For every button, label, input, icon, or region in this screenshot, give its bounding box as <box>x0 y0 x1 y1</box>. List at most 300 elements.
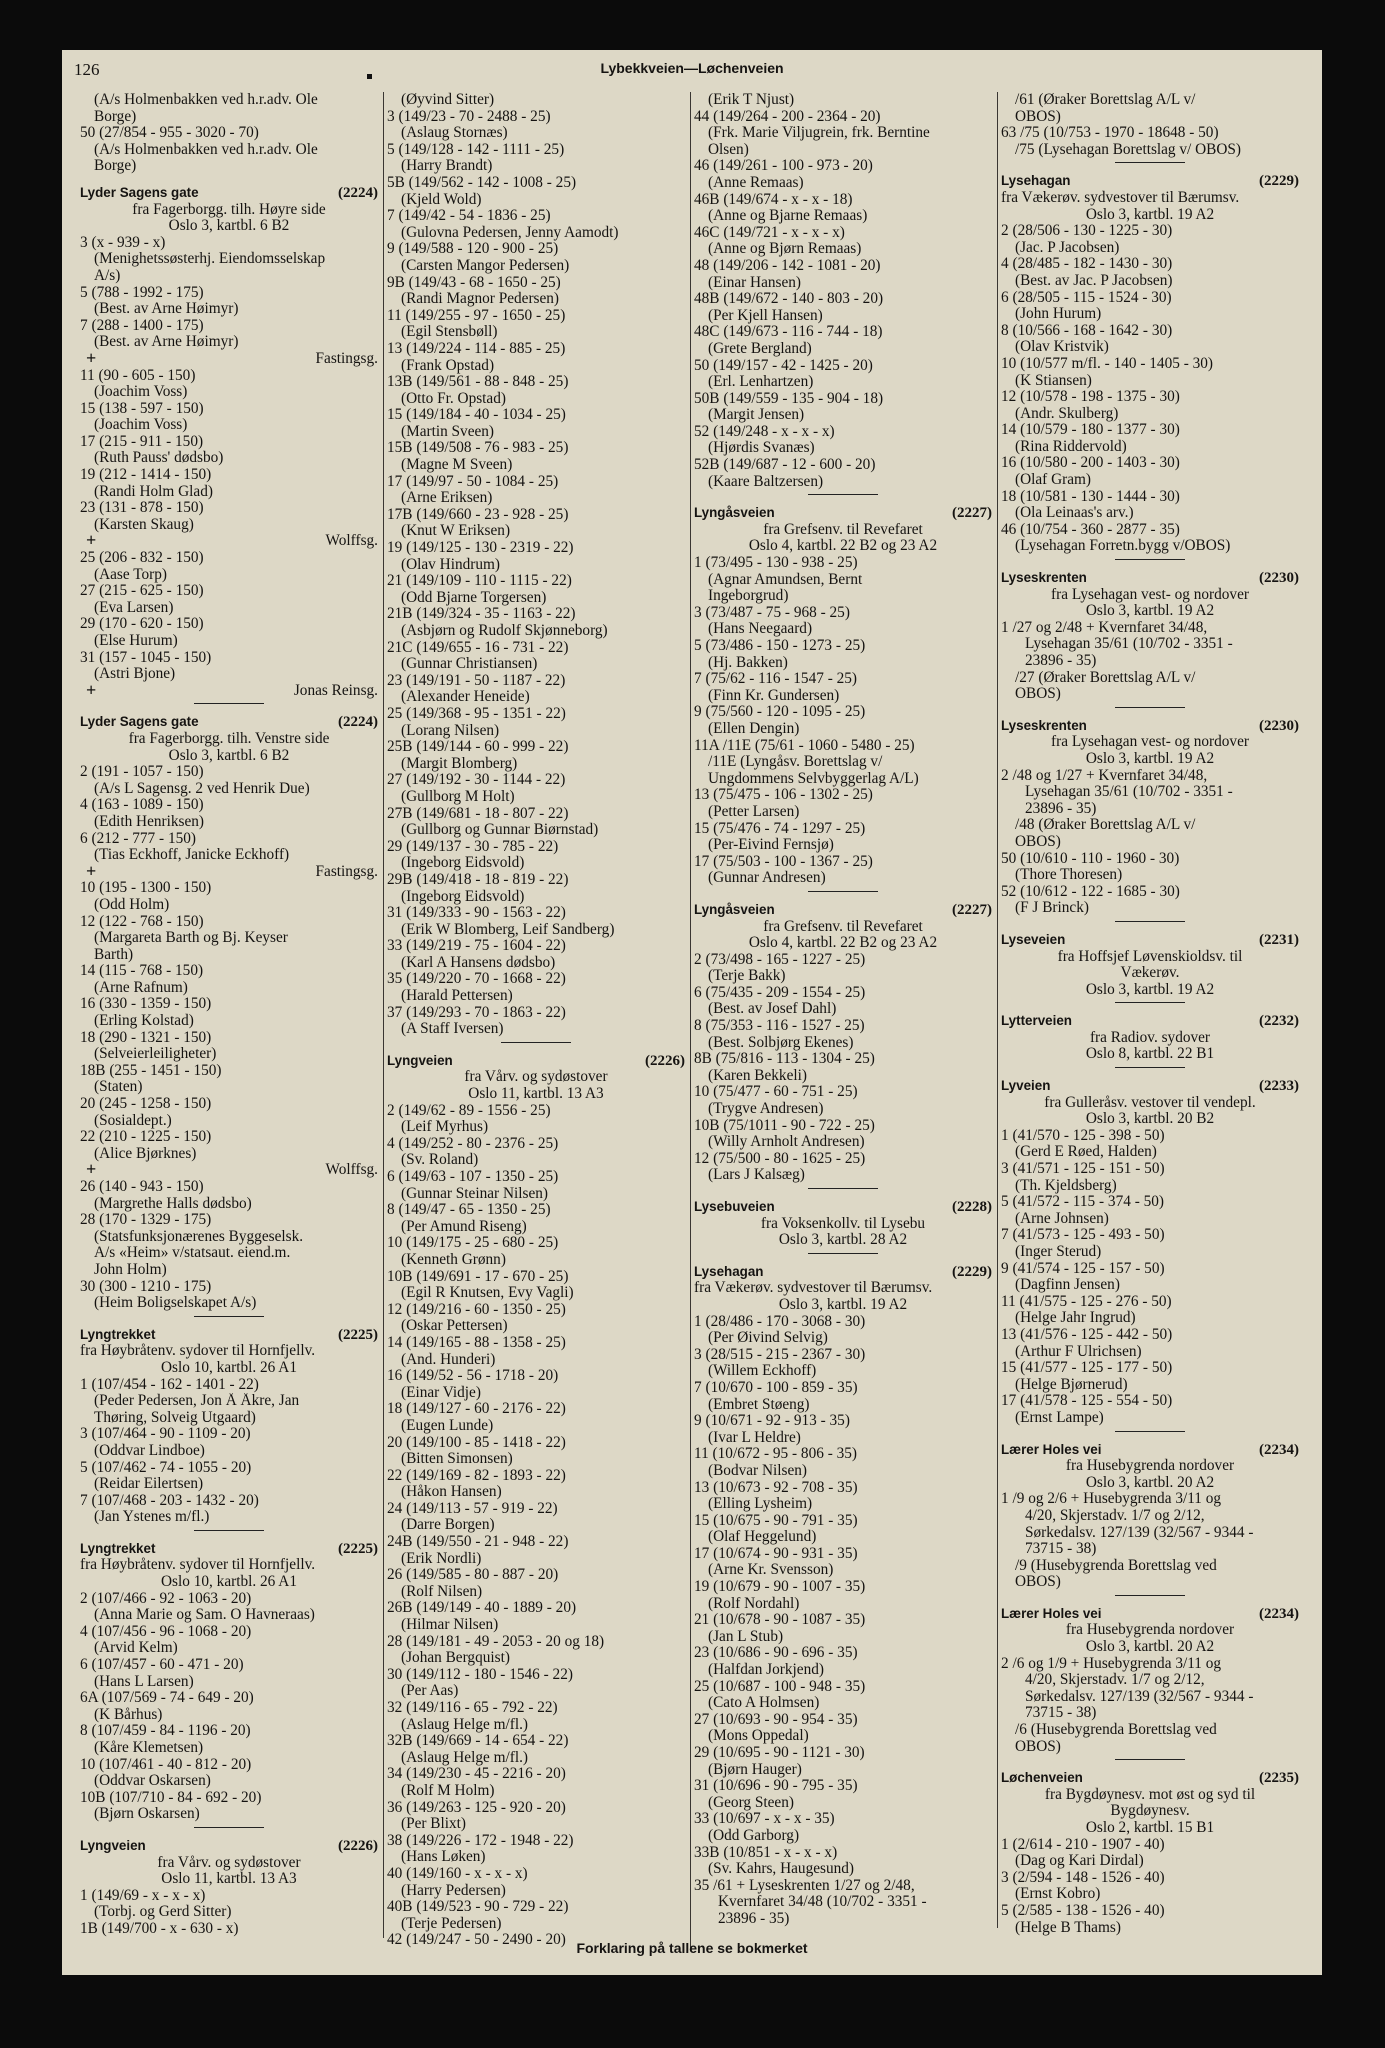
entry-line: (Mons Oppedal) <box>708 1728 809 1745</box>
entry-line: 10B (75/1011 - 90 - 722 - 25) <box>694 1117 875 1134</box>
entry-line: 11 (41/575 - 125 - 276 - 50) <box>1001 1293 1172 1310</box>
entry-line: 21B (149/324 - 35 - 1163 - 22) <box>387 606 576 623</box>
entry-line: 9 (75/560 - 120 - 1095 - 25) <box>694 704 866 721</box>
entry-line: (A Staff Iversen) <box>401 1021 504 1038</box>
entry-line: A/s «Heim» v/statsaut. eiend.m. <box>94 1245 291 1262</box>
entry-line: Oslo 3, kartbl. 20 A2 <box>1085 1639 1215 1656</box>
entry-line: 29 (170 - 620 - 150) <box>80 616 204 633</box>
entry-line: fra Høybråtenv. sydover til Hornfjellv. <box>80 1557 316 1574</box>
entry-line: 14 (115 - 768 - 150) <box>80 963 204 980</box>
crossing-street-name: Wolffsg. <box>325 1161 378 1179</box>
entry-line: (Karsten Skaug) <box>94 516 194 533</box>
entry-line: 40B (149/523 - 90 - 729 - 22) <box>387 1899 569 1916</box>
street-code: (2224) <box>338 714 378 731</box>
column-divider <box>997 92 998 1928</box>
entry-line: 24 (149/113 - 57 - 919 - 22) <box>387 1500 558 1517</box>
entry-line: 14 (149/165 - 88 - 1358 - 25) <box>387 1334 566 1351</box>
entry-line: (Leif Myrhus) <box>401 1119 489 1136</box>
entry-line: (Olav Kristvik) <box>1015 339 1109 356</box>
entry-line: (Agnar Amundsen, Bernt <box>708 571 863 588</box>
entry-line: (Per Kjell Hansen) <box>708 307 823 324</box>
entry-line: 29B (149/418 - 18 - 819 - 22) <box>387 871 569 888</box>
entry-line: 17 (149/97 - 50 - 1084 - 25) <box>387 473 559 490</box>
entry-line: (Sv. Roland) <box>401 1152 479 1169</box>
entry-line: Oslo 11, kartbl. 13 A3 <box>161 1871 297 1888</box>
street-heading <box>1001 1770 1299 1787</box>
entry-line: 30 (149/112 - 180 - 1546 - 22) <box>387 1666 573 1683</box>
entry-line: 15 (41/577 - 125 - 177 - 50) <box>1001 1360 1173 1377</box>
entry-line: (Margit Blomberg) <box>401 755 518 772</box>
crossing-mark: + <box>86 347 97 368</box>
entry-line: Oslo 4, kartbl. 22 B2 og 23 A2 <box>748 538 938 555</box>
entry-line: 27 (10/693 - 90 - 954 - 35) <box>694 1711 858 1728</box>
entry-line: (Gullborg M Holt) <box>401 788 515 805</box>
entry-line: Oslo 3, kartbl. 20 A2 <box>1085 1474 1215 1491</box>
entry-line: (Georg Steen) <box>708 1794 794 1811</box>
entry-line: 16 (330 - 1359 - 150) <box>80 996 212 1013</box>
entry-line: A/s) <box>94 267 121 284</box>
entry-line: (A/s Holmenbakken ved h.r.adv. Ole <box>94 92 318 108</box>
entry-line: (Torbj. og Gerd Sitter) <box>94 1904 232 1921</box>
entry-line: (Gerd E Røed, Halden) <box>1015 1144 1157 1161</box>
entry-line: (Ernst Kobro) <box>1015 1886 1101 1903</box>
entry-line: (Best. av Jac. P Jacobsen) <box>1015 272 1173 289</box>
crossing-street-name: Fastingsg. <box>315 349 378 367</box>
entry-line: 4 (163 - 1089 - 150) <box>80 797 204 814</box>
entry-line: (Hj. Bakken) <box>708 654 788 671</box>
street-code: (2229) <box>1259 173 1299 190</box>
entry-line: OBOS) <box>1015 108 1061 125</box>
entry-line: fra Grefsenv. til Revefaret <box>763 521 923 538</box>
crossing-street <box>80 860 378 881</box>
street-name: Lysehagan <box>694 1263 764 1279</box>
entry-line: (Aslaug Helge m/fl.) <box>401 1749 529 1766</box>
entry-line: 5 (2/585 - 138 - 1526 - 40) <box>1001 1902 1165 1919</box>
entry-line: 10 (149/175 - 25 - 680 - 25) <box>387 1235 559 1252</box>
entry-line: 11 (149/255 - 97 - 1650 - 25) <box>387 307 566 324</box>
entry-line: 9 (10/671 - 92 - 913 - 35) <box>694 1413 850 1430</box>
entry-line: 3 (73/487 - 75 - 968 - 25) <box>694 604 850 621</box>
entry-line: (Astri Bjone) <box>94 666 176 683</box>
entry-line: (Bodvar Nilsen) <box>708 1462 807 1479</box>
entry-line: (Willy Arnholt Andresen) <box>708 1134 865 1151</box>
entry-line: (Anne og Bjørn Remaas) <box>708 241 862 258</box>
entry-line: 5 (788 - 1992 - 175) <box>80 284 204 301</box>
entry-line: 29 (149/137 - 30 - 785 - 22) <box>387 838 559 855</box>
entry-line: (Reidar Eilertsen) <box>94 1476 204 1493</box>
street-heading <box>694 1199 992 1216</box>
entry-line: (Erling Kolstad) <box>94 1013 194 1030</box>
entry-line: 31 (157 - 1045 - 150) <box>80 649 212 666</box>
street-heading <box>80 1541 378 1558</box>
entry-line: (Frk. Marie Viljugrein, frk. Berntine <box>708 125 930 142</box>
entry-line: (Aslaug Helge m/fl.) <box>401 1716 529 1733</box>
entry-line: Oslo 2, kartbl. 15 B1 <box>1085 1820 1215 1836</box>
entry-line: (Frank Opstad) <box>401 357 495 374</box>
entry-line: fra Høybråtenv. sydover til Hornfjellv. <box>80 1343 316 1360</box>
entry-line: (Jan Ystenes m/fl.) <box>94 1509 210 1526</box>
entry-line: 27 (215 - 625 - 150) <box>80 583 204 600</box>
street-code: (2234) <box>1259 1441 1299 1458</box>
entry-line: (Margareta Barth og Bj. Keyser <box>94 930 288 947</box>
entry-line: 23896 - 35) <box>718 1910 790 1927</box>
entry-line: 16 (10/580 - 200 - 1403 - 30) <box>1001 455 1180 472</box>
entry-line: (Elling Lysheim) <box>708 1496 813 1513</box>
entry-line: 6 (28/505 - 115 - 1524 - 30) <box>1001 289 1172 306</box>
entry-line: 12 (149/216 - 60 - 1350 - 25) <box>387 1301 566 1318</box>
entry-line: 50 (149/157 - 42 - 1425 - 20) <box>694 357 873 374</box>
entry-line: (Eugen Lunde) <box>401 1417 494 1434</box>
entry-line: Lysehagan 35/61 (10/702 - 3351 - <box>1025 784 1233 801</box>
crossing-street-name: Wolffsg. <box>325 532 378 550</box>
entry-line: 1 (28/486 - 170 - 3068 - 30) <box>694 1313 866 1330</box>
entry-line: Oslo 11, kartbl. 13 A3 <box>468 1086 604 1103</box>
entry-line: 6 (75/435 - 209 - 1554 - 25) <box>694 984 866 1001</box>
entry-line: 26 (149/585 - 80 - 887 - 20) <box>387 1567 559 1584</box>
entry-line: (Ivar L Heldre) <box>708 1429 801 1446</box>
entry-line: /48 (Øraker Borettslag A/L v/ <box>1015 817 1196 834</box>
entry-line: (Einar Hansen) <box>708 274 802 291</box>
entry-line: (Aslaug Stornæs) <box>401 125 508 142</box>
crossing-mark: + <box>86 860 97 881</box>
column-3 <box>694 92 992 1928</box>
entry-line: 1 (73/495 - 130 - 938 - 25) <box>694 555 858 572</box>
entry-line: (Magne M Sveen) <box>401 457 513 474</box>
entry-line: /9 (Husebygrenda Borettslag ved <box>1015 1557 1217 1574</box>
street-code: (2226) <box>338 1837 378 1854</box>
entry-line: (Finn Kr. Gundersen) <box>708 687 840 704</box>
entry-line: 35 (149/220 - 70 - 1668 - 22) <box>387 971 566 988</box>
entry-line: fra Bygdøynesv. mot øst og syd til <box>1044 1786 1256 1803</box>
entry-line: 12 (122 - 768 - 150) <box>80 913 204 930</box>
entry-line: (A/s L Sagensg. 2 ved Henrik Due) <box>94 780 310 797</box>
entry-line: (Arvid Kelm) <box>94 1640 178 1657</box>
crossing-street-name: Jonas Reinsg. <box>293 681 378 699</box>
entry-line: (Odd Garborg) <box>708 1827 800 1844</box>
entry-line: 37 (149/293 - 70 - 1863 - 22) <box>387 1004 566 1021</box>
entry-line: 46C (149/721 - x - x - x) <box>694 224 845 241</box>
entry-line: (Joachim Voss) <box>94 384 188 401</box>
entry-line: (Joachim Voss) <box>94 417 188 434</box>
street-code: (2224) <box>338 184 378 201</box>
entry-line: 73715 - 38) <box>1025 1705 1097 1722</box>
entry-line: 1 (2/614 - 210 - 1907 - 40) <box>1001 1836 1165 1853</box>
entry-line: (Olav Hindrum) <box>401 556 500 573</box>
entry-line: 8 (10/566 - 168 - 1642 - 30) <box>1001 322 1173 339</box>
entry-line: (Erik W Blomberg, Leif Sandberg) <box>401 921 615 938</box>
entry-line: 25 (149/368 - 95 - 1351 - 22) <box>387 705 566 722</box>
column-divider <box>383 92 384 1938</box>
entry-line: (Per Blixt) <box>401 1816 467 1833</box>
street-name: Lyseskrenten <box>1001 570 1087 586</box>
section-rule <box>1115 1002 1185 1003</box>
entry-line: fra Fagerborgg. tilh. Høyre side <box>132 201 326 218</box>
entry-line: 26 (140 - 943 - 150) <box>80 1179 204 1195</box>
entry-line: (Kaare Baltzersen) <box>708 473 824 490</box>
entry-line: 7 (75/62 - 116 - 1547 - 25) <box>694 671 857 688</box>
street-name: Lyngåsveien <box>694 505 775 521</box>
section-rule <box>194 1316 264 1317</box>
entry-line: Oslo 3, kartbl. 6 B2 <box>168 218 290 235</box>
entry-line: (Martin Sveen) <box>401 423 495 440</box>
entry-line: Vækerøv. <box>1120 965 1180 982</box>
entry-line: (Edith Henriksen) <box>94 813 205 830</box>
entry-line: (And. Hunderi) <box>401 1351 496 1368</box>
entry-line: Kvernfaret 34/48 (10/702 - 3351 - <box>718 1894 927 1911</box>
entry-line: 22 (210 - 1225 - 150) <box>80 1129 212 1146</box>
entry-line: 46B (149/674 - x - x - 18) <box>694 191 853 208</box>
entry-line: 11 (90 - 605 - 150) <box>80 367 196 384</box>
entry-line: Barth) <box>94 946 134 963</box>
entry-line: (Per-Eivind Fernsjø) <box>708 837 834 854</box>
entry-line: 10 (195 - 1300 - 150) <box>80 880 212 897</box>
entry-line: (Lorang Nilsen) <box>401 722 500 739</box>
entry-line: (Gullborg og Gunnar Biørnstad) <box>401 822 599 839</box>
entry-line: (Arne Eriksen) <box>401 490 493 507</box>
entry-line: 18B (255 - 1451 - 150) <box>80 1062 222 1079</box>
entry-line: 52B (149/687 - 12 - 600 - 20) <box>694 457 876 474</box>
entry-line: Oslo 3, kartbl. 19 A2 <box>1085 981 1215 998</box>
entry-line: (Bjørn Hauger) <box>708 1761 802 1778</box>
entry-line: 2 /6 og 1/9 + Husebygrenda 3/11 og <box>1001 1655 1222 1672</box>
entry-line: 21C (149/655 - 16 - 731 - 22) <box>387 639 569 656</box>
entry-line: 8 (107/459 - 84 - 1196 - 20) <box>80 1723 251 1740</box>
entry-line: fra Vårv. og sydøstover <box>157 1854 301 1871</box>
entry-line: (Lars J Kalsæg) <box>708 1167 805 1184</box>
entry-line: 7 (107/468 - 203 - 1432 - 20) <box>80 1492 259 1509</box>
entry-line: /75 (Lysehagan Borettslag v/ OBOS) <box>1015 141 1242 158</box>
entry-line: 12 (10/578 - 198 - 1375 - 30) <box>1001 389 1180 406</box>
entry-line: 5 (73/486 - 150 - 1273 - 25) <box>694 638 866 654</box>
entry-line: 13 (41/576 - 125 - 442 - 50) <box>1001 1326 1173 1343</box>
entry-line: (Ingeborg Eidsvold) <box>401 855 525 872</box>
entry-line: (Odd Holm) <box>94 896 170 913</box>
column-2 <box>387 92 685 1949</box>
entry-line: (Staten) <box>94 1079 143 1096</box>
entry-line: 9 (41/574 - 125 - 157 - 50) <box>1001 1260 1165 1277</box>
street-heading <box>1001 1442 1299 1459</box>
entry-line: (Trygve Andresen) <box>708 1101 824 1118</box>
entry-line: (Willem Eckhoff) <box>708 1363 817 1380</box>
section-rule <box>808 1253 878 1254</box>
entry-line: 1 (41/570 - 125 - 398 - 50) <box>1001 1127 1165 1144</box>
entry-line: 3 (x - 939 - x) <box>80 234 166 251</box>
entry-line: (Kjeld Wold) <box>401 191 482 208</box>
entry-line: 44 (149/264 - 200 - 2364 - 20) <box>694 108 881 125</box>
entry-line: Thøring, Solveig Utgaard) <box>94 1409 256 1426</box>
entry-line: 3 (28/515 - 215 - 2367 - 30) <box>694 1346 866 1363</box>
street-name: Lyseveien <box>1001 931 1066 947</box>
street-heading <box>80 714 378 731</box>
entry-line: 15B (149/508 - 76 - 983 - 25) <box>387 440 569 457</box>
entry-line: (Dagfinn Jensen) <box>1015 1277 1120 1294</box>
street-code: (2229) <box>952 1263 992 1280</box>
entry-line: (Håkon Hansen) <box>401 1484 502 1501</box>
entry-line: 10B (149/691 - 17 - 670 - 25) <box>387 1268 569 1285</box>
entry-line: Oslo 3, kartbl. 19 A2 <box>778 1296 908 1313</box>
street-code: (2227) <box>952 505 992 522</box>
entry-line: Oslo 8, kartbl. 22 B1 <box>1085 1046 1215 1063</box>
entry-line: 13 (149/224 - 114 - 885 - 25) <box>387 340 566 357</box>
street-heading <box>1001 932 1299 949</box>
entry-line: Ingeborgrud) <box>708 588 789 605</box>
entry-line: 21 (149/109 - 110 - 1115 - 22) <box>387 573 572 590</box>
street-name: Lysehagan <box>1001 173 1071 189</box>
entry-line: John Holm) <box>94 1261 167 1278</box>
entry-line: (Best. Solbjørg Ekenes) <box>708 1034 854 1051</box>
street-heading <box>694 505 992 522</box>
entry-line: 17 (75/503 - 100 - 1367 - 25) <box>694 853 873 870</box>
entry-line: (Jan L Stub) <box>708 1628 784 1645</box>
entry-line: 22 (149/169 - 82 - 1893 - 22) <box>387 1467 566 1484</box>
entry-line: Oslo 3, kartbl. 19 A2 <box>1085 206 1215 223</box>
entry-line: 31 (10/696 - 90 - 795 - 35) <box>694 1778 858 1795</box>
entry-line: 11 (10/672 - 95 - 806 - 35) <box>694 1446 857 1463</box>
entry-line: 3 (107/464 - 90 - 1109 - 20) <box>80 1426 251 1443</box>
section-rule <box>808 494 878 495</box>
entry-line: 50B (149/559 - 135 - 904 - 18) <box>694 390 884 407</box>
entry-line: Borge) <box>94 108 137 125</box>
crossing-street <box>80 1159 378 1180</box>
entry-line: 24B (149/550 - 21 - 948 - 22) <box>387 1534 569 1551</box>
street-heading <box>1001 1013 1299 1030</box>
entry-line: (Egil Stensbøll) <box>401 324 498 341</box>
entry-line: 27B (149/681 - 18 - 807 - 22) <box>387 805 569 822</box>
entry-line: (Ernst Lampe) <box>1015 1409 1104 1426</box>
entry-line: (Best. av Arne Høimyr) <box>94 334 239 351</box>
entry-line: 38 (149/226 - 172 - 1948 - 22) <box>387 1832 574 1849</box>
entry-line: 18 (10/581 - 130 - 1444 - 30) <box>1001 488 1180 505</box>
entry-line: (Anna Marie og Sam. O Havneraas) <box>94 1607 315 1624</box>
street-code: (2230) <box>1259 717 1299 734</box>
section-rule <box>1115 921 1185 922</box>
entry-line: (Arne Kr. Svensson) <box>708 1562 834 1579</box>
entry-line: (John Hurum) <box>1015 306 1102 323</box>
entry-line: (Øyvind Sitter) <box>401 92 495 108</box>
street-code: (2225) <box>338 1540 378 1557</box>
entry-line: (Dag og Kari Dirdal) <box>1015 1853 1144 1870</box>
entry-line: Oslo 3, kartbl. 28 A2 <box>778 1232 908 1249</box>
street-name: Lyngveien <box>80 1837 146 1853</box>
entry-line: 6 (149/63 - 107 - 1350 - 25) <box>387 1169 559 1185</box>
entry-line: (Arne Johnsen) <box>1015 1210 1109 1227</box>
entry-line: /27 (Øraker Borettslag A/L v/ <box>1015 669 1196 686</box>
entry-line: OBOS) <box>1015 1574 1061 1591</box>
entry-line: 7 (288 - 1400 - 175) <box>80 317 204 334</box>
entry-line: 25 (206 - 832 - 150) <box>80 550 204 567</box>
entry-line: fra Husebygrenda nordover <box>1065 1458 1235 1475</box>
entry-line: 50 (10/610 - 110 - 1960 - 30) <box>1001 850 1180 867</box>
entry-line: 1 (149/69 - x - x - x) <box>80 1887 206 1904</box>
entry-line: 28 (170 - 1329 - 175) <box>80 1212 212 1229</box>
street-name: Lyngtrekket <box>80 1540 156 1556</box>
entry-line: 4 (149/252 - 80 - 2376 - 25) <box>387 1135 559 1152</box>
entry-line: (Per Øivind Selvig) <box>708 1330 828 1347</box>
entry-line: 17 (10/674 - 90 - 931 - 35) <box>694 1545 858 1562</box>
entry-line: (Alexander Heneide) <box>401 689 530 706</box>
entry-line: (Sosialdept.) <box>94 1112 172 1129</box>
street-name: Lyngtrekket <box>80 1326 156 1342</box>
entry-line: 52 (10/612 - 122 - 1685 - 30) <box>1001 883 1180 900</box>
street-name: Lyseskrenten <box>1001 717 1087 733</box>
entry-line: /11E (Lyngåsv. Borettslag v/ <box>708 754 883 771</box>
entry-line: fra Gulleråsv. vestover til vendepl. <box>1044 1094 1256 1111</box>
entry-line: (Kenneth Grønn) <box>401 1251 506 1268</box>
entry-line: (Tias Eckhoff, Janicke Eckhoff) <box>94 847 290 864</box>
entry-line: (Helge Bjørnerud) <box>1015 1376 1128 1393</box>
entry-line: fra Vårv. og sydøstover <box>464 1069 608 1086</box>
entry-line: (Gulovna Pedersen, Jenny Aamodt) <box>401 224 619 241</box>
entry-line: (Darre Borgen) <box>401 1517 495 1534</box>
street-name: Lærer Holes vei <box>1001 1605 1102 1621</box>
entry-line: fra Grefsenv. til Revefaret <box>763 918 923 935</box>
running-header: Lybekkveien—Løchenveien <box>600 60 784 76</box>
entry-line: 19 (212 - 1414 - 150) <box>80 467 212 484</box>
entry-line: 3 (2/594 - 148 - 1526 - 40) <box>1001 1869 1165 1886</box>
entry-line: 4/20, Skjerstadv. 1/7 og 2/12, <box>1025 1672 1205 1689</box>
street-name: Lytterveien <box>1001 1013 1072 1029</box>
section-rule <box>1115 1431 1185 1432</box>
entry-line: (Arthur F Ulrichsen) <box>1015 1343 1142 1360</box>
section-rule <box>1115 707 1185 708</box>
entry-line: /6 (Husebygrenda Borettslag ved <box>1015 1722 1217 1739</box>
entry-line: 14 (10/579 - 180 - 1377 - 30) <box>1001 422 1180 439</box>
entry-line: 10B (107/710 - 84 - 692 - 20) <box>80 1789 262 1806</box>
entry-line: Oslo 4, kartbl. 22 B2 og 23 A2 <box>748 935 938 952</box>
entry-line: 30 (300 - 1210 - 175) <box>80 1278 212 1295</box>
entry-line: 8 (75/353 - 116 - 1527 - 25) <box>694 1018 865 1035</box>
entry-line: (Th. Kjeldsberg) <box>1015 1177 1117 1194</box>
entry-line: 10 (107/461 - 40 - 812 - 20) <box>80 1756 252 1773</box>
entry-line: (Anne og Bjarne Remaas) <box>708 208 868 225</box>
entry-line: (Hans L Larsen) <box>94 1673 194 1690</box>
entry-line: Oslo 10, kartbl. 26 A1 <box>161 1574 297 1591</box>
entry-line: 2 (107/466 - 92 - 1063 - 20) <box>80 1590 252 1607</box>
street-code: (2226) <box>645 1052 685 1069</box>
street-name: Løchenveien <box>1001 1770 1083 1786</box>
crossing-mark: + <box>86 1159 97 1180</box>
entry-line: (Hans Løken) <box>401 1849 486 1866</box>
entry-line: (Olaf Heggelund) <box>708 1529 817 1546</box>
entry-line: Oslo 10, kartbl. 26 A1 <box>161 1359 297 1376</box>
entry-line: fra Vækerøv. sydvestover til Bærumsv. <box>1001 189 1240 206</box>
entry-line: (Best. av Arne Høimyr) <box>94 301 239 318</box>
entry-line: 29 (10/695 - 90 - 1121 - 30) <box>694 1745 865 1761</box>
section-rule <box>808 1188 878 1189</box>
entry-line: (Bitten Simonsen) <box>401 1451 513 1468</box>
entry-line: (Sv. Kahrs, Haugesund) <box>708 1861 854 1878</box>
entry-line: 26B (149/149 - 40 - 1889 - 20) <box>387 1600 577 1617</box>
entry-line: 28 (149/181 - 49 - 2053 - 20 og 18) <box>387 1633 605 1650</box>
entry-line: 15 (10/675 - 90 - 791 - 35) <box>694 1512 858 1529</box>
entry-line: 8B (75/816 - 113 - 1304 - 25) <box>694 1051 875 1068</box>
entry-line: (Anne Remaas) <box>708 174 804 191</box>
entry-line: (Eva Larsen) <box>94 599 174 616</box>
entry-line: (Margrethe Halls dødsbo) <box>94 1195 252 1212</box>
entry-line: (Odd Bjarne Torgersen) <box>401 589 547 606</box>
entry-line: 15 (138 - 597 - 150) <box>80 400 204 417</box>
entry-line: (Bjørn Oskarsen) <box>94 1806 200 1823</box>
section-rule <box>1115 1595 1185 1596</box>
entry-line: (Knut W Eriksen) <box>401 523 511 540</box>
entry-line: (Helge B Thams) <box>1015 1919 1121 1936</box>
entry-line: 50 (27/854 - 955 - 3020 - 70) <box>80 125 259 142</box>
street-code: (2225) <box>338 1326 378 1343</box>
entry-line: (Asbjørn og Rudolf Skjønneborg) <box>401 623 608 639</box>
entry-line: 16 (149/52 - 56 - 1718 - 20) <box>387 1368 559 1385</box>
entry-line: 2 (73/498 - 165 - 1227 - 25) <box>694 951 866 968</box>
entry-line: 23896 - 35) <box>1025 800 1097 817</box>
